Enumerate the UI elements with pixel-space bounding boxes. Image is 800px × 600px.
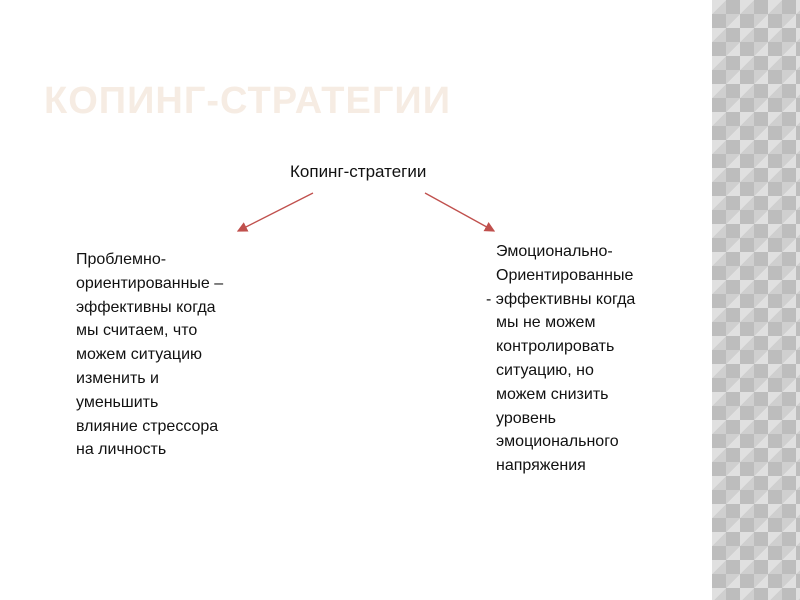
root-label: Копинг-стратегии [290,162,427,181]
right-line: Эмоционально- [496,243,613,260]
right-line: уровень [496,409,557,427]
left-line: Проблемно- [76,251,167,268]
right-line: можем снизить [496,385,609,403]
left-line: ориентированные – [76,274,224,292]
left-branch-text [76,248,306,462]
right-line: контролировать [496,338,615,356]
right-branch-text [486,240,706,478]
decorative-side-pattern [712,0,800,600]
left-line: изменить и [76,369,159,387]
left-line: уменьшить [76,393,159,411]
right-line: Ориентированные [496,266,634,284]
right-line: мы не можем [496,314,596,332]
arrow-left [238,193,313,231]
right-line: напряжения [496,457,586,475]
right-line: - эффективны когда [486,290,636,308]
right-line: эмоционального [496,433,619,451]
left-line: эффективны когда [76,298,216,316]
left-line: влияние стрессора [76,417,219,435]
right-line: ситуацию, но [496,361,594,379]
left-line: на личность [76,441,167,459]
slide-title: КОПИНГ-СТРАТЕГИИ [44,80,452,122]
left-line: мы считаем, что [76,322,198,340]
arrow-right [425,193,494,231]
left-line: можем ситуацию [76,346,203,364]
